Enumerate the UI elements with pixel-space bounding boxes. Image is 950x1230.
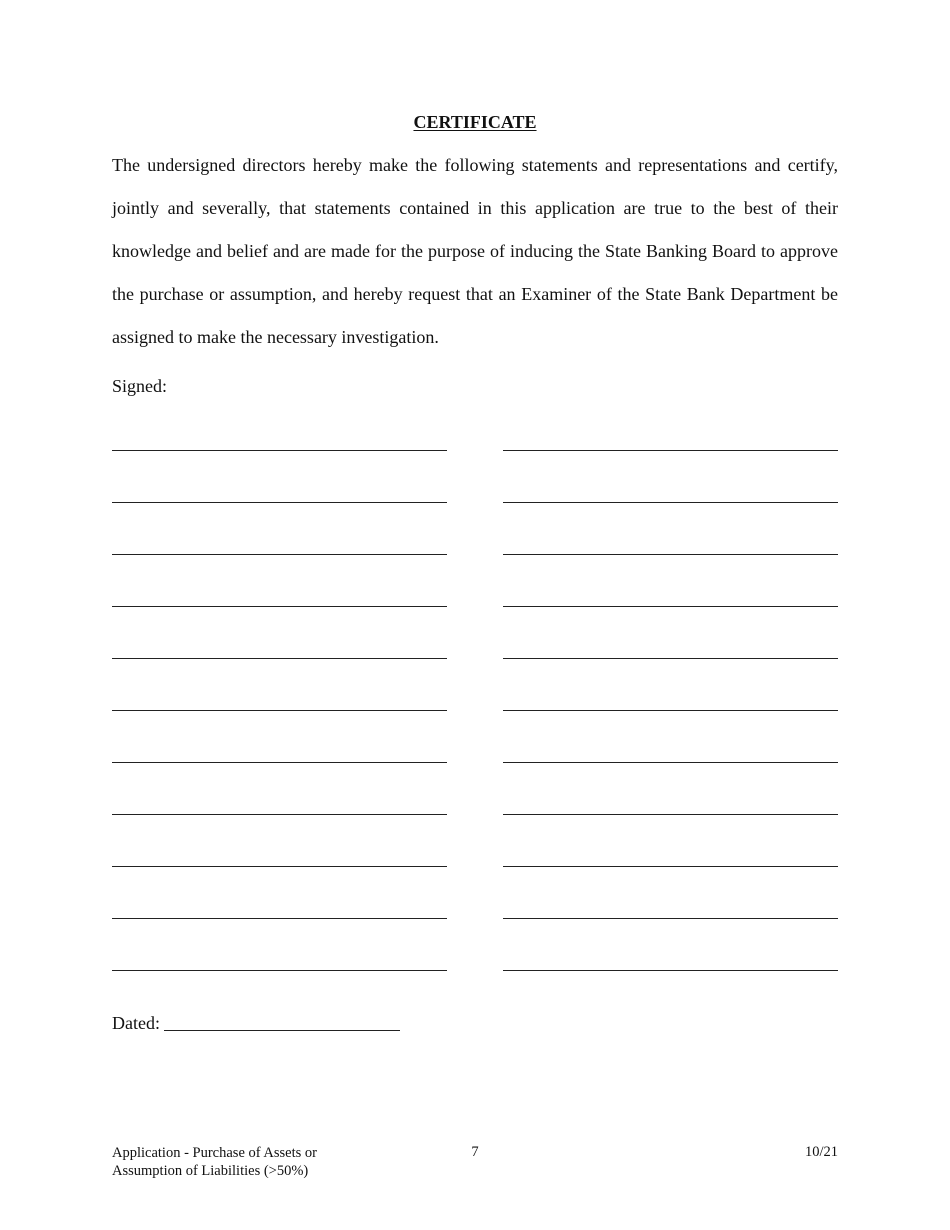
signed-label: Signed: <box>112 376 168 396</box>
signature-line[interactable] <box>112 710 447 711</box>
signature-line[interactable] <box>503 502 838 503</box>
signature-line[interactable] <box>112 606 447 607</box>
footer-line-1: Application - Purchase of Assets or <box>112 1145 317 1161</box>
certification-statement: The undersigned directors hereby make the following statements and representations and certify, jointly and severally, that statements contained in this application are true to the best of their knowledge and belief and are made for the purpose of inducing the State Banking Board to approve the purchase or assumption, and hereby request that an Examiner of the State Bank Department be assigned to make the necessary investigation. <box>112 155 838 347</box>
signature-line[interactable] <box>112 866 447 867</box>
signature-line[interactable] <box>112 658 447 659</box>
signature-line[interactable] <box>503 606 838 607</box>
signature-line[interactable] <box>112 970 447 971</box>
revision-date: 10/21 <box>804 1144 838 1160</box>
signature-line[interactable] <box>112 762 447 763</box>
signature-column-left <box>112 450 447 1022</box>
signature-line[interactable] <box>503 814 838 815</box>
dated-row <box>112 1012 400 1034</box>
signature-line[interactable] <box>503 554 838 555</box>
signature-line[interactable] <box>503 866 838 867</box>
signature-line[interactable] <box>503 762 838 763</box>
signature-line[interactable] <box>503 450 838 451</box>
signature-line[interactable] <box>112 502 447 503</box>
signature-line[interactable] <box>503 710 838 711</box>
footer-line-2: Assumption of Liabilities (>50%) <box>112 1163 309 1179</box>
signature-line[interactable] <box>112 450 447 451</box>
signature-line[interactable] <box>503 970 838 971</box>
signature-line[interactable] <box>503 918 838 919</box>
signature-line[interactable] <box>503 658 838 659</box>
signature-line[interactable] <box>112 814 447 815</box>
signature-column-right <box>503 450 838 1022</box>
dated-label: Dated: <box>112 1013 160 1033</box>
certificate-title: CERTIFICATE <box>413 112 537 132</box>
page-number: 7 <box>471 1144 479 1160</box>
signature-line[interactable] <box>112 918 447 919</box>
dated-blank-field[interactable] <box>164 1012 400 1031</box>
signature-line[interactable] <box>112 554 447 555</box>
